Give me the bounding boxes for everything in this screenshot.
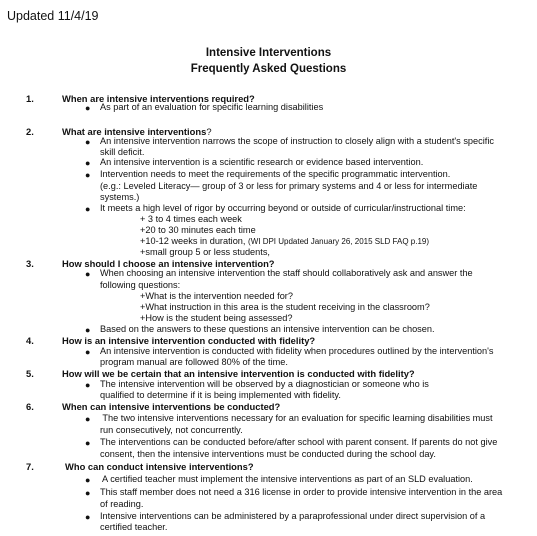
question-heading: How is an intensive intervention conducted with fidelity? — [62, 335, 316, 346]
answer-line: Based on the answers to these questions an intensive intervention can be chosen. — [100, 324, 435, 334]
sub-item: +How is the student being assessed? — [140, 313, 293, 323]
bullet-icon: ● — [85, 438, 91, 448]
updated-date: Updated 11/4/19 — [7, 9, 99, 23]
question-number: 5. — [26, 368, 34, 379]
document-subtitle: Frequently Asked Questions — [190, 63, 347, 75]
answer-line: qualified to determine if it is being implemented with fidelity. — [100, 390, 341, 400]
bullet-icon: ● — [85, 204, 91, 214]
answer-line: certified teacher. — [100, 522, 168, 532]
answer-line: This staff member does not need a 316 license in order to provide intensive intervention in the area — [100, 487, 503, 497]
answer-line: An intensive intervention is a scientific research or evidence based intervention. — [100, 157, 424, 167]
question-number: 7. — [26, 461, 34, 472]
bullet-icon: ● — [85, 325, 91, 335]
sub-item: +small group 5 or less students, — [140, 247, 270, 257]
citation-note: (WI DPI Updated January 26, 2015 SLD FAQ p.19) — [248, 237, 430, 246]
answer-line: Intervention needs to meet the requirements of the specific programmatic intervention. — [100, 169, 451, 179]
bullet-icon: ● — [85, 414, 91, 424]
sub-item: +20 to 30 minutes each time — [140, 225, 256, 235]
answer-line: An intensive intervention narrows the scope of instruction to closely align with a student's specific — [100, 136, 494, 146]
answer-line: It meets a high level of rigor by occurring beyond or outside of curricular/instructional time: — [100, 203, 466, 213]
question-number: 4. — [26, 335, 34, 346]
question-heading: How should I choose an intensive intervention? — [62, 258, 275, 269]
answer-line: A certified teacher must implement the intensive interventions as part of an SLD evaluation. — [100, 474, 473, 484]
bullet-icon: ● — [85, 158, 91, 168]
question-number: 3. — [26, 258, 34, 269]
bullet-icon: ● — [85, 488, 91, 498]
answer-line: consent, then the intensive interventions must be conducted during the school day. — [100, 449, 436, 459]
question-heading: Who can conduct intensive interventions? — [65, 461, 254, 472]
answer-line: Intensive interventions can be administered by a paraprofessional under direct supervision of a — [100, 511, 486, 521]
answer-line: of reading. — [100, 499, 144, 509]
bullet-icon: ● — [85, 475, 91, 485]
answer-line: program manual are followed 80% of the time. — [100, 357, 288, 367]
answer-line: An intensive intervention is conducted with fidelity when procedures outlined by the intervention's — [100, 346, 494, 356]
bullet-icon: ● — [85, 103, 91, 113]
question-mark: ? — [206, 126, 212, 137]
answer-line: The interventions can be conducted before/after school with parent consent. If parents do not give — [100, 437, 498, 447]
answer-line: (e.g.: Leveled Literacy— group of 3 or less for primary systems and 4 or less for intermediate — [100, 181, 478, 191]
question-number: 6. — [26, 401, 34, 412]
sub-item: +What instruction in this area is the student receiving in the classroom? — [140, 302, 430, 312]
answer-line: run consecutively, not concurrently. — [100, 425, 243, 435]
sub-item-text: +10-12 weeks in duration, — [140, 236, 246, 246]
bullet-icon: ● — [85, 269, 91, 279]
sub-item: + 3 to 4 times each week — [140, 214, 242, 224]
answer-line: following questions: — [100, 280, 181, 290]
answer-line: systems.) — [100, 192, 140, 202]
answer-line: The two intensive interventions necessary for an evaluation for specific learning disabilities must — [100, 413, 493, 423]
bullet-icon: ● — [85, 170, 91, 180]
question-number: 1. — [26, 93, 34, 104]
sub-item: +What is the intervention needed for? — [140, 291, 293, 301]
bullet-icon: ● — [85, 347, 91, 357]
question-text: What are intensive interventions — [62, 126, 207, 137]
bullet-icon: ● — [85, 512, 91, 522]
answer-line: As part of an evaluation for specific learning disabilities — [100, 102, 324, 112]
question-heading: When are intensive interventions required? — [62, 93, 255, 104]
sub-item — [140, 236, 429, 247]
question-number: 2. — [26, 126, 34, 137]
bullet-icon: ● — [85, 137, 91, 147]
answer-line: When choosing an intensive intervention the staff should collaboratively ask and answer the — [100, 268, 473, 278]
answer-line: skill deficit. — [100, 147, 145, 157]
bullet-icon: ● — [85, 380, 91, 390]
answer-line: The intensive intervention will be observed by a diagnostician or someone who is — [100, 379, 429, 389]
question-heading: When can intensive interventions be conducted? — [62, 401, 281, 412]
question-heading: How will we be certain that an intensive intervention is conducted with fidelity? — [62, 368, 415, 379]
document-title: Intensive Interventions — [205, 47, 332, 59]
